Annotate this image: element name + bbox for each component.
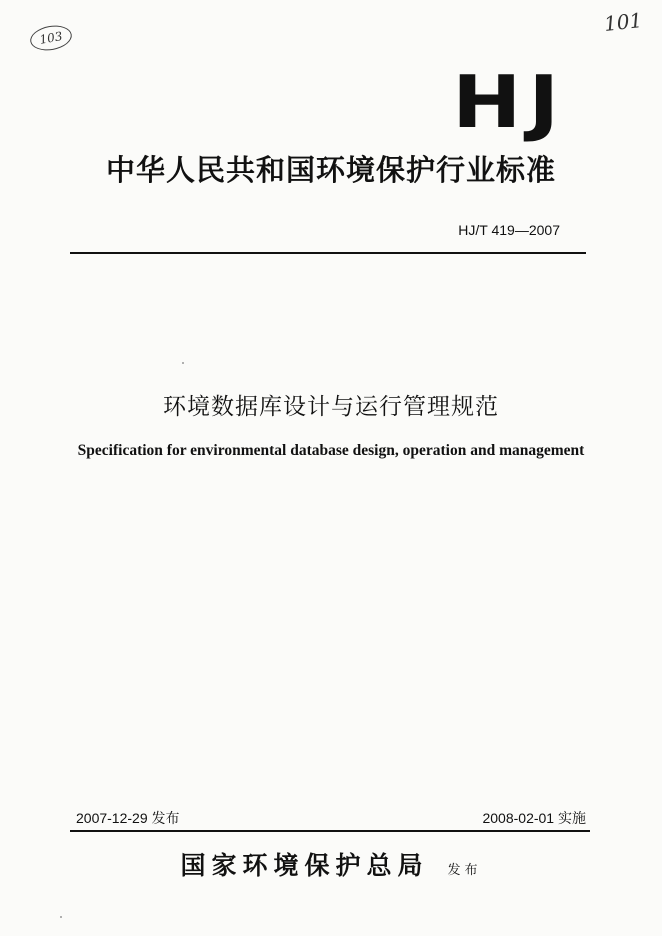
document-title-chinese: 环境数据库设计与运行管理规范: [163, 394, 499, 420]
standard-category-title: 中华人民共和国环境保护行业标准: [105, 153, 556, 187]
publisher-row: [0, 846, 662, 882]
effective-date: 2008-02-01 实施: [482, 810, 586, 826]
issue-date: 2007-12-29 发布: [76, 810, 180, 826]
scan-speck: [60, 916, 62, 918]
handwritten-circled-note-text: 103: [38, 29, 64, 47]
handwritten-page-number: 101: [602, 8, 644, 36]
top-divider: [70, 252, 586, 254]
publish-label: 发布: [447, 863, 482, 878]
publisher-name: 国家环境保护总局: [180, 851, 429, 880]
document-title-english: Specification for environmental database design, operation and management: [77, 442, 585, 459]
bottom-divider: [70, 830, 590, 832]
handwritten-circled-note: [28, 23, 74, 54]
hj-logo: HJ: [452, 60, 566, 144]
standard-code: HJ/T 419—2007: [458, 222, 560, 238]
scan-speck: [182, 362, 184, 364]
